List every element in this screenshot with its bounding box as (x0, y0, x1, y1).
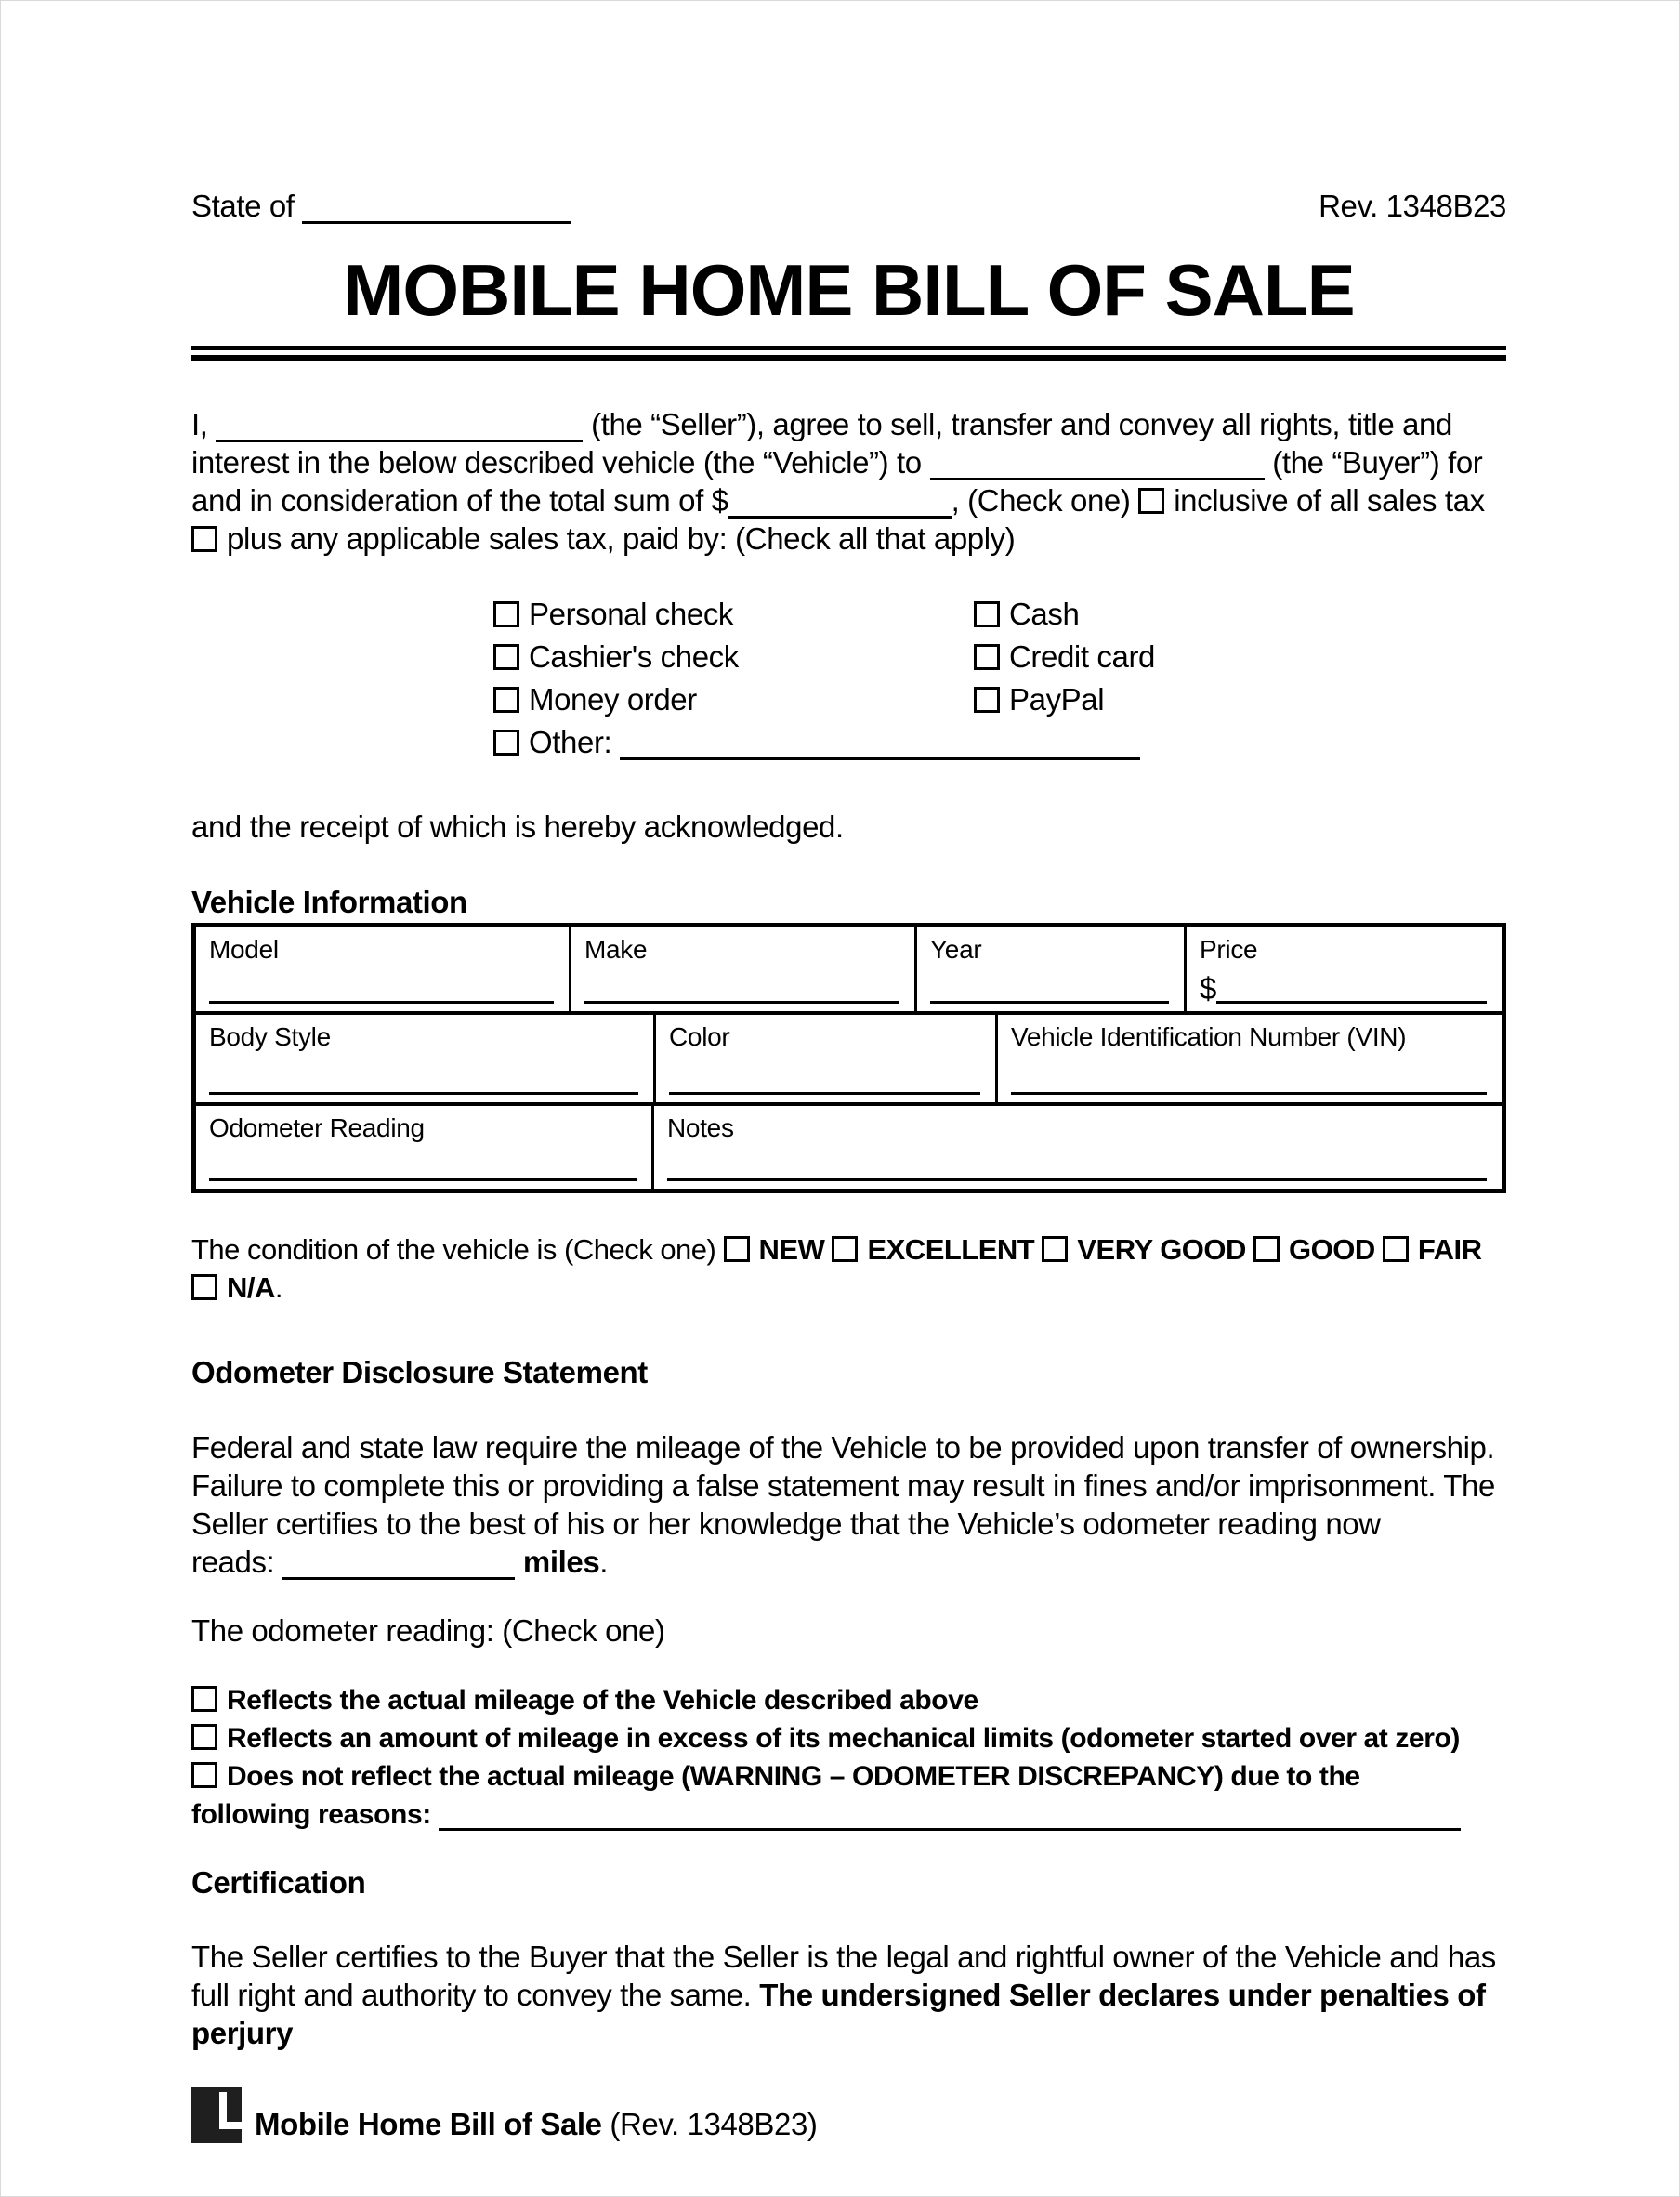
body-style-cell (196, 1015, 656, 1102)
payment-methods (191, 595, 1506, 766)
seller-name-blank[interactable] (216, 417, 583, 442)
price-field-line[interactable] (1216, 995, 1487, 1004)
revision-label: Rev. 1348B23 (1319, 189, 1506, 223)
table-row (196, 927, 1502, 1015)
odometer-disclosure-paragraph (191, 1428, 1506, 1581)
condition-lead: The condition of the vehicle is (Check one) (191, 1233, 716, 1266)
make-field-line[interactable] (584, 1001, 899, 1004)
model-field-line[interactable] (209, 1001, 554, 1004)
following-reasons-label: following reasons: (191, 1799, 431, 1830)
cashiers-check-label: Cashier's check (529, 639, 739, 674)
table-row (196, 1106, 1502, 1189)
intro-seller-text: (the “Seller”), agree to sell, transfer and convey all rights, title and (591, 407, 1452, 441)
certification-heading: Certification (191, 1865, 366, 1900)
checkbox-personal-check[interactable] (493, 601, 519, 627)
price-cell (1187, 927, 1502, 1011)
odometer-options-list (191, 1681, 1506, 1834)
intro-line3-text: and in consideration of the total sum of $ (191, 483, 728, 518)
checkbox-cashiers-check[interactable] (493, 644, 519, 670)
notes-field-line[interactable] (667, 1178, 1487, 1181)
condition-very-good-label: VERY GOOD (1077, 1233, 1246, 1266)
condition-good-label: GOOD (1289, 1233, 1375, 1266)
model-cell (196, 927, 571, 1011)
money-order-label: Money order (529, 682, 697, 717)
intro-i: I, (191, 407, 208, 441)
year-cell (917, 927, 1187, 1011)
reads-label: reads: (191, 1545, 275, 1579)
inclusive-tax-label: inclusive of all sales tax (1174, 483, 1485, 518)
body-style-field-line[interactable] (209, 1092, 638, 1095)
make-label: Make (584, 935, 648, 964)
intro-line2-text: interest in the below described vehicle (the “Vehicle”) to (191, 445, 922, 480)
cash-label: Cash (1009, 597, 1080, 631)
paypal-label: PayPal (1009, 682, 1105, 717)
checkbox-condition-good[interactable] (1253, 1236, 1280, 1262)
footer-doc-title: Mobile Home Bill of Sale (255, 2107, 602, 2141)
vehicle-information-heading: Vehicle Information (191, 885, 467, 919)
price-label: Price (1200, 935, 1258, 964)
document-footer (191, 2087, 1506, 2143)
page-title: MOBILE HOME BILL OF SALE (343, 249, 1355, 331)
buyer-name-blank[interactable] (930, 455, 1265, 480)
make-cell (571, 927, 917, 1011)
discrepancy-reasons-blank[interactable] (439, 1806, 1461, 1831)
checkbox-odometer-excess[interactable] (191, 1724, 217, 1750)
footer-revision: (Rev. 1348B23) (610, 2107, 818, 2141)
odometer-option-discrepancy (191, 1757, 1506, 1834)
odometer-discrepancy-label: Does not reflect the actual mileage (WARNING – ODOMETER DISCREPANCY) due to the (227, 1761, 1360, 1792)
checkbox-credit-card[interactable] (974, 644, 1000, 670)
credit-card-label: Credit card (1009, 639, 1155, 674)
receipt-line: and the receipt of which is hereby acknowledged. (191, 809, 844, 844)
checkbox-condition-excellent[interactable] (832, 1236, 858, 1262)
intro-paragraph (191, 405, 1506, 558)
vehicle-information-table (191, 923, 1506, 1193)
checkbox-other-payment[interactable] (493, 730, 519, 756)
odometer-option-actual (191, 1681, 1506, 1719)
payment-row (191, 723, 1506, 766)
odometer-cell (196, 1106, 654, 1189)
checkbox-inclusive-sales-tax[interactable] (1138, 488, 1164, 514)
legal-templates-logo-icon (191, 2087, 242, 2143)
odometer-disclosure-heading: Odometer Disclosure Statement (191, 1355, 648, 1389)
sale-amount-blank[interactable] (728, 493, 952, 519)
checkbox-odometer-actual[interactable] (191, 1686, 217, 1712)
notes-label: Notes (667, 1113, 734, 1142)
table-row (196, 1015, 1502, 1106)
notes-cell (654, 1106, 1502, 1189)
model-label: Model (209, 935, 279, 964)
color-cell (656, 1015, 998, 1102)
vin-field-line[interactable] (1011, 1092, 1487, 1095)
odometer-excess-label: Reflects an amount of mileage in excess of its mechanical limits (odometer started over at zero) (227, 1723, 1461, 1754)
payment-row (191, 680, 1506, 723)
state-of-line (191, 187, 571, 225)
currency-symbol: $ (1200, 971, 1217, 1006)
condition-paragraph (191, 1230, 1506, 1307)
color-label: Color (669, 1022, 730, 1051)
odometer-actual-label: Reflects the actual mileage of the Vehicle described above (227, 1685, 978, 1716)
odometer-option-excess (191, 1719, 1506, 1757)
vin-label: Vehicle Identification Number (VIN) (1011, 1022, 1407, 1051)
personal-check-label: Personal check (529, 597, 734, 631)
odometer-disclosure-text: Federal and state law require the mileage of the Vehicle to be provided upon transfer of ownership. Failure to complete this or providing a false statement may result in fines and/or imprisonment. The Seller certifies to the best of his or her knowledge that the Vehicle’s odometer reading now (191, 1430, 1495, 1541)
miles-period: . (599, 1545, 609, 1579)
checkbox-condition-fair[interactable] (1383, 1236, 1409, 1262)
payment-row (191, 595, 1506, 638)
year-field-line[interactable] (930, 1001, 1169, 1004)
condition-fair-label: FAIR (1417, 1233, 1482, 1266)
condition-period: . (274, 1271, 283, 1304)
checkbox-cash[interactable] (974, 601, 1000, 627)
odometer-reading-blank[interactable] (282, 1555, 515, 1580)
state-field-blank[interactable] (302, 199, 571, 224)
checkbox-money-order[interactable] (493, 687, 519, 713)
miles-label: miles (522, 1545, 600, 1579)
other-payment-label: Other: (529, 725, 612, 759)
other-payment-blank[interactable] (620, 735, 1140, 760)
checkbox-condition-new[interactable] (724, 1236, 750, 1262)
odometer-field-line[interactable] (209, 1178, 637, 1181)
plus-tax-label: plus any applicable sales tax, paid by: (Check all that apply) (227, 521, 1016, 556)
odometer-check-line: The odometer reading: (Check one) (191, 1613, 665, 1648)
checkbox-condition-very-good[interactable] (1042, 1236, 1068, 1262)
year-label: Year (930, 935, 982, 964)
payment-row (191, 638, 1506, 680)
intro-buyer-text: (the “Buyer”) for (1272, 445, 1483, 480)
vin-cell (998, 1015, 1502, 1102)
intro-check-one-text: , (Check one) (951, 483, 1131, 518)
state-of-label: State of (191, 189, 295, 223)
condition-excellent-label: EXCELLENT (867, 1233, 1035, 1266)
certification-paragraph (191, 1938, 1506, 2052)
condition-na-label: N/A (227, 1271, 275, 1304)
document-content (191, 1, 1506, 2143)
title-divider (191, 346, 1506, 361)
footer-text (255, 2108, 818, 2143)
checkbox-plus-sales-tax[interactable] (191, 526, 217, 552)
condition-new-label: NEW (758, 1233, 825, 1266)
document-header (191, 187, 1506, 225)
color-field-line[interactable] (669, 1092, 980, 1095)
checkbox-paypal[interactable] (974, 687, 1000, 713)
certification-bold-text: The undersigned Seller declares under penalties of perjury (191, 1978, 1486, 2050)
checkbox-odometer-discrepancy[interactable] (191, 1762, 217, 1788)
odometer-label: Odometer Reading (209, 1113, 425, 1142)
checkbox-condition-na[interactable] (191, 1274, 217, 1300)
certification-text: The Seller certifies to the Buyer that the Seller is the legal and rightful owner of the Vehicle and has full right and authority to convey the same. (191, 1940, 1496, 2012)
body-style-label: Body Style (209, 1022, 331, 1051)
